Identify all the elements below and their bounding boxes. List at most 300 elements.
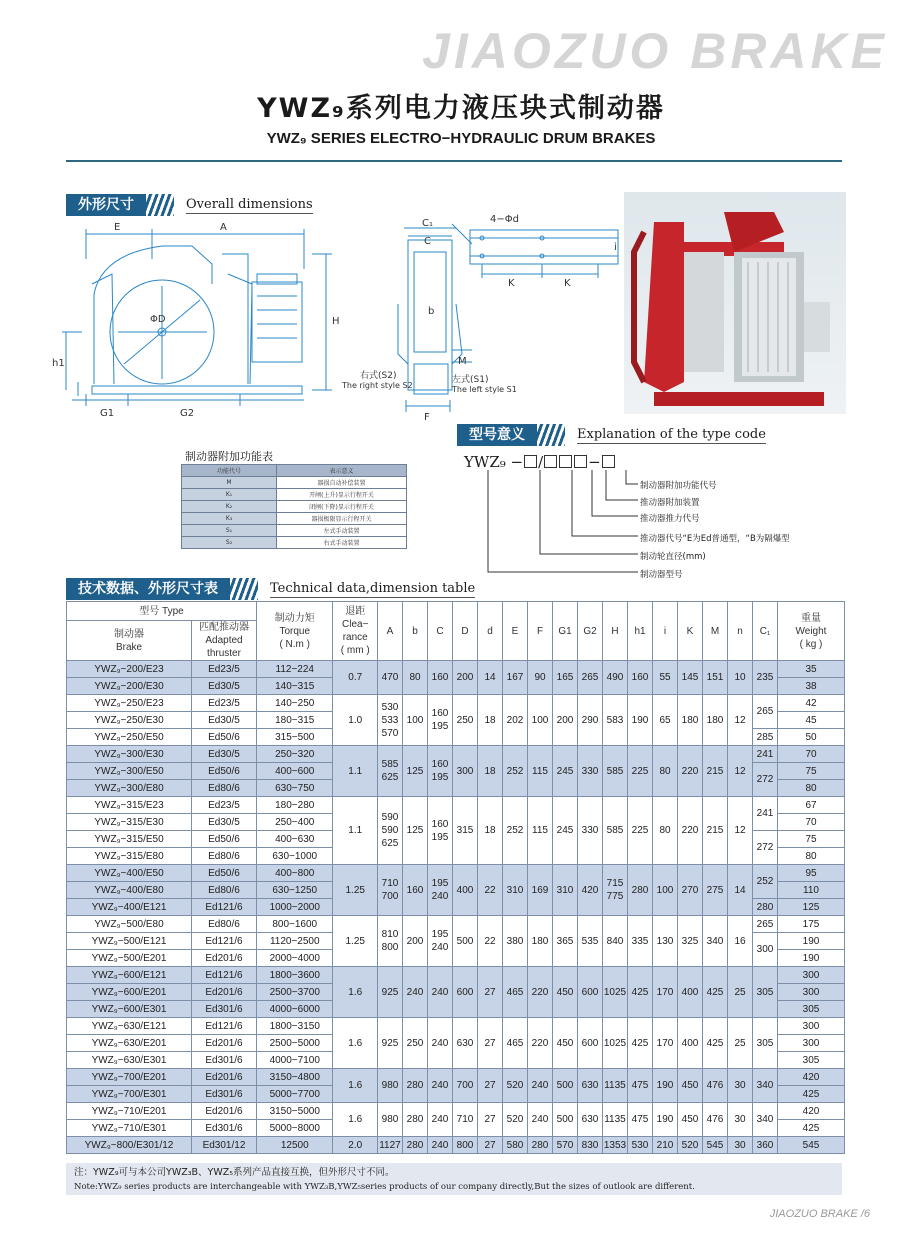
cell-model: YWZ₉−300/E50 [67,763,192,780]
cell-c1: 305 [753,967,778,1018]
cell-dim: 580 [503,1137,528,1154]
header-dim: d [478,602,503,661]
cell-torque: 315−500 [257,729,333,746]
header-dim: D [453,602,478,661]
type-code-formula: YWZ₉ − / − [464,453,616,471]
cell-dim: 280 [403,1103,428,1137]
cell-dim: 280 [403,1069,428,1103]
cell-model: YWZ₉−315/E30 [67,814,192,831]
header-dim: C [428,602,453,661]
cell-dim: 265 [578,661,603,695]
cell-torque: 2500−5000 [257,1035,333,1052]
cell-dim: 420 [578,865,603,916]
cell-dim: 280 [403,1137,428,1154]
cell-dim: 195 240 [428,916,453,967]
cell-model: YWZ₉−600/E301 [67,1001,192,1018]
cell-model: YWZ₉−315/E50 [67,831,192,848]
cell-torque: 630−1250 [257,882,333,899]
cell-weight: 50 [778,729,845,746]
cell-dim: 210 [653,1137,678,1154]
cell-dim: 170 [653,1018,678,1069]
cell-weight: 300 [778,1018,845,1035]
cell-dim: 240 [428,1103,453,1137]
cell-dim: 195 240 [428,865,453,916]
cell-thruster: Ed80/6 [192,916,257,933]
cell-clearance: 0.7 [333,661,378,695]
cell-dim: 240 [428,967,453,1018]
cell-dim: 250 [453,695,478,746]
dim-label-h1: h1 [52,358,65,369]
cell-weight: 305 [778,1052,845,1069]
cell-dim: 450 [553,1018,578,1069]
cell-dim: 180 [703,695,728,746]
cell-torque: 800−1600 [257,916,333,933]
cell-dim: 520 [678,1137,703,1154]
cell-dim: 590 590 625 [378,797,403,865]
cell-dim: 465 [503,967,528,1018]
cell-dim: 12 [728,695,753,746]
cell-dim: 240 [428,1018,453,1069]
cell-weight: 38 [778,678,845,695]
cell-torque: 2000−4000 [257,950,333,967]
func-meaning: 闭闸(下降)显示行程开关 [277,501,407,513]
cell-dim: 245 [553,746,578,797]
cell-dim: 585 [603,797,628,865]
header-dim: H [603,602,628,661]
cell-dim: 450 [678,1103,703,1137]
cell-dim: 520 [503,1103,528,1137]
cell-thruster: Ed121/6 [192,899,257,916]
cell-dim: 160 195 [428,695,453,746]
cell-dim: 30 [728,1069,753,1103]
page-title-cn: YWZ₉系列电力液压块式制动器 [257,93,665,124]
table-row [67,1103,845,1120]
cell-dim: 252 [503,797,528,865]
cell-dim: 380 [503,916,528,967]
cell-dim: 476 [703,1069,728,1103]
cell-model: YWZ₉−400/E50 [67,865,192,882]
dim-label-C1: C₁ [422,218,433,229]
cell-dim: 170 [653,967,678,1018]
page-footer: JIAOZUO BRAKE /6 [769,1208,870,1220]
header-brake: 制动器 Brake [67,621,192,661]
cell-dim: 530 [628,1137,653,1154]
cell-weight: 110 [778,882,845,899]
table-row [182,525,407,537]
header-weight: 重量 Weight ( kg ) [778,602,845,661]
cell-c1: 360 [753,1137,778,1154]
func-meaning: 器损极限显示行程开关 [277,513,407,525]
cell-weight: 35 [778,661,845,678]
cell-dim: 425 [703,967,728,1018]
cell-dim: 14 [478,661,503,695]
cell-model: YWZ₉−630/E201 [67,1035,192,1052]
cell-dim: 10 [728,661,753,695]
header-dim: M [703,602,728,661]
func-code: K₃ [182,513,277,525]
cell-dim: 160 [428,661,453,695]
cell-dim: 100 [653,865,678,916]
cell-dim: 225 [628,797,653,865]
cell-dim: 160 [628,661,653,695]
cell-model: YWZ₉−400/E80 [67,882,192,899]
cell-dim: 240 [428,1137,453,1154]
cell-thruster: Ed121/6 [192,967,257,984]
cell-dim: 65 [653,695,678,746]
cell-dim: 115 [528,746,553,797]
func-table [181,464,407,549]
cell-thruster: Ed201/6 [192,1103,257,1120]
cell-dim: 190 [628,695,653,746]
table-row [67,1018,845,1035]
cell-dim: 220 [528,1018,553,1069]
cell-dim: 500 [453,916,478,967]
cell-thruster: Ed301/6 [192,1001,257,1018]
cell-dim: 315 [453,797,478,865]
dim-label-G1: G1 [100,408,115,419]
cell-weight: 190 [778,933,845,950]
cell-thruster: Ed50/6 [192,763,257,780]
cell-dim: 125 [403,746,428,797]
func-meaning: 器损自动补偿装置 [277,477,407,489]
table-row [182,477,407,489]
cell-torque: 5000−7700 [257,1086,333,1103]
cell-clearance: 1.1 [333,746,378,797]
tech-header-row [67,602,845,621]
cell-torque: 1000−2000 [257,899,333,916]
header-thruster: 匹配推动器 Adapted thruster [192,621,257,661]
cell-clearance: 1.1 [333,797,378,865]
cell-dim: 465 [503,1018,528,1069]
cell-dim: 475 [628,1103,653,1137]
cell-weight: 175 [778,916,845,933]
cell-weight: 300 [778,1035,845,1052]
cell-c1: 340 [753,1069,778,1103]
cell-dim: 545 [703,1137,728,1154]
cell-dim: 600 [453,967,478,1018]
cell-dim: 980 [378,1069,403,1103]
cell-dim: 202 [503,695,528,746]
dim-label-F: F [424,412,430,423]
cell-dim: 27 [478,1103,503,1137]
cell-dim: 330 [578,797,603,865]
cell-weight: 300 [778,967,845,984]
cell-model: YWZ₉−710/E201 [67,1103,192,1120]
cell-dim: 27 [478,1069,503,1103]
product-photo [624,192,846,414]
cell-dim: 130 [653,916,678,967]
cell-dim: 215 [703,746,728,797]
cell-torque: 4000−6000 [257,1001,333,1018]
cell-dim: 80 [403,661,428,695]
cell-dim: 800 [453,1137,478,1154]
cell-dim: 583 [603,695,628,746]
overall-dimensions-header [66,194,313,216]
cell-dim: 80 [653,746,678,797]
cell-dim: 365 [553,916,578,967]
cell-thruster: Ed80/6 [192,780,257,797]
cell-c1: 305 [753,1018,778,1069]
section-label-en: Overall dimensions [186,196,313,212]
cell-c1: 272 [753,763,778,797]
cell-torque: 250−320 [257,746,333,763]
cell-model: YWZ₉−630/E121 [67,1018,192,1035]
table-row [67,797,845,814]
type-code-prefix: YWZ₉ − [464,453,524,471]
cell-dim: 980 [378,1103,403,1137]
cell-dim: 325 [678,916,703,967]
type-code-leader-lines [480,470,640,582]
type-code-label: 制动器附加功能代号 [640,481,717,491]
cell-weight: 42 [778,695,845,712]
cell-weight: 75 [778,763,845,780]
table-row [67,1137,845,1154]
cell-dim: 925 [378,1018,403,1069]
cell-thruster: Ed201/6 [192,984,257,1001]
note-box [66,1163,842,1195]
brake-photo-illustration [624,192,846,414]
cell-torque: 140−315 [257,678,333,695]
cell-torque: 400−600 [257,763,333,780]
cell-thruster: Ed301/6 [192,1120,257,1137]
code-box [559,455,572,468]
cell-dim: 160 195 [428,746,453,797]
dim-label-i: i [614,242,617,253]
table-row [67,865,845,882]
header-type: 型号 Type [67,602,257,621]
dim-label-b: b [428,306,435,317]
table-row [67,661,845,678]
cell-dim: 16 [728,916,753,967]
dim-label-H: H [332,316,340,327]
cell-dim: 630 [578,1103,603,1137]
cell-dim: 160 195 [428,797,453,865]
cell-dim: 220 [678,746,703,797]
cell-dim: 240 [428,1069,453,1103]
cell-dim: 25 [728,1018,753,1069]
cell-torque: 2500−3700 [257,984,333,1001]
type-code-label: 制动轮直径(mm) [640,552,706,562]
right-style-label-en: The right style S2 [342,381,413,390]
cell-dim: 280 [528,1137,553,1154]
cell-weight: 190 [778,950,845,967]
cell-dim: 190 [653,1103,678,1137]
cell-model: YWZ₉−710/E301 [67,1120,192,1137]
func-meaning: 右式手动装置 [277,537,407,549]
cell-dim: 400 [678,967,703,1018]
cell-clearance: 1.25 [333,916,378,967]
cell-dim: 30 [728,1137,753,1154]
cell-thruster: Ed201/6 [192,1035,257,1052]
cell-model: YWZ₉−500/E201 [67,950,192,967]
cell-dim: 151 [703,661,728,695]
dim-label-K2: K [564,278,571,289]
brand-watermark: JIAOZUO BRAKE [422,23,888,79]
cell-dim: 450 [553,967,578,1018]
table-row [182,537,407,549]
cell-model: YWZ₉−250/E30 [67,712,192,729]
cell-dim: 630 [578,1069,603,1103]
note-cn: 注：YWZ₉可与本公司YWZ₃B、YWZ₅系列产品直接互换，但外形尺寸不同。 [74,1167,395,1178]
func-meaning: 开闸(上升)显示行程开关 [277,489,407,501]
header-dim: n [728,602,753,661]
dim-label-holes: 4−Φd [490,214,519,225]
cell-dim: 710 [453,1103,478,1137]
cell-thruster: Ed23/5 [192,661,257,678]
slash-decoration [537,424,565,446]
cell-c1: 241 [753,746,778,763]
type-code-label: 推动器推力代号 [640,514,700,524]
cell-model: YWZ₉−800/E301/12 [67,1137,192,1154]
cell-thruster: Ed30/5 [192,746,257,763]
cell-c1: 272 [753,831,778,865]
slash-decoration [230,578,258,600]
cell-weight: 425 [778,1120,845,1137]
header-dim: A [378,602,403,661]
cell-torque: 180−280 [257,797,333,814]
cell-dim: 1135 [603,1069,628,1103]
cell-thruster: Ed80/6 [192,848,257,865]
header-dim: C₁ [753,602,778,661]
cell-dim: 425 [628,967,653,1018]
cell-weight: 420 [778,1069,845,1086]
slash-decoration [146,194,174,216]
cell-torque: 1800−3600 [257,967,333,984]
cell-weight: 80 [778,780,845,797]
cell-dim: 80 [653,797,678,865]
cell-thruster: Ed23/5 [192,695,257,712]
cell-dim: 220 [678,797,703,865]
cell-dim: 100 [528,695,553,746]
func-code: M [182,477,277,489]
cell-thruster: Ed50/6 [192,729,257,746]
header-dim: h1 [628,602,653,661]
cell-dim: 250 [403,1018,428,1069]
header-dim: i [653,602,678,661]
cell-dim: 425 [628,1018,653,1069]
cell-weight: 75 [778,831,845,848]
cell-dim: 90 [528,661,553,695]
cell-dim: 225 [628,746,653,797]
cell-dim: 245 [553,797,578,865]
cell-torque: 250−400 [257,814,333,831]
cell-weight: 425 [778,1086,845,1103]
cell-torque: 1120−2500 [257,933,333,950]
left-style-label: 左式(S1) [452,375,489,385]
header-dim: b [403,602,428,661]
cell-dim: 600 [578,1018,603,1069]
cell-model: YWZ₉−600/E121 [67,967,192,984]
func-code: S₁ [182,525,277,537]
cell-weight: 80 [778,848,845,865]
cell-dim: 169 [528,865,553,916]
cell-dim: 12 [728,797,753,865]
cell-thruster: Ed121/6 [192,933,257,950]
cell-torque: 140−250 [257,695,333,712]
cell-model: YWZ₉−200/E30 [67,678,192,695]
table-row [67,916,845,933]
dim-label-A: A [220,222,227,233]
cell-dim: 310 [503,865,528,916]
cell-dim: 167 [503,661,528,695]
cell-torque: 630−750 [257,780,333,797]
cell-dim: 165 [553,661,578,695]
func-code: K₂ [182,501,277,513]
table-row [182,513,407,525]
dim-label-K1: K [508,278,515,289]
cell-dim: 450 [678,1069,703,1103]
func-code: S₂ [182,537,277,549]
left-style-label-en: The left style S1 [452,385,517,394]
cell-dim: 400 [678,1018,703,1069]
cell-dim: 125 [403,797,428,865]
cell-dim: 160 [403,865,428,916]
cell-torque: 3150−4800 [257,1069,333,1086]
header-dim: E [503,602,528,661]
type-code-header [457,424,766,446]
cell-dim: 190 [653,1069,678,1103]
cell-dim: 180 [528,916,553,967]
cell-model: YWZ₉−200/E23 [67,661,192,678]
cell-c1: 252 [753,865,778,899]
type-code-label: 制动器型号 [640,570,683,580]
cell-dim: 240 [528,1069,553,1103]
cell-model: YWZ₉−700/E301 [67,1086,192,1103]
cell-torque: 112−224 [257,661,333,678]
header-dim: G1 [553,602,578,661]
section-label-en: Technical data,dimension table [270,580,476,596]
section-label-cn: 型号意义 [457,424,537,446]
cell-weight: 545 [778,1137,845,1154]
note-en: Note:YWZ₉ series products are interchangeable with YWZ₃B,YWZ₅series products of our company directly,But the sizes of outlook are different. [74,1182,695,1192]
cell-dim: 810 800 [378,916,403,967]
page-title-en: YWZ₉ SERIES ELECTRO−HYDRAULIC DRUM BRAKES [266,130,656,147]
cell-thruster: Ed201/6 [192,950,257,967]
cell-weight: 67 [778,797,845,814]
cell-dim: 535 [578,916,603,967]
cell-model: YWZ₉−500/E80 [67,916,192,933]
cell-weight: 420 [778,1103,845,1120]
type-code-label: 推动器代号“E为Ed普通型，“B为隔爆型 [640,534,790,544]
cell-dim: 252 [503,746,528,797]
type-code-label: 推动器附加装置 [640,498,700,508]
cell-clearance: 1.0 [333,695,378,746]
func-code: K₁ [182,489,277,501]
cell-dim: 22 [478,865,503,916]
cell-model: YWZ₉−600/E201 [67,984,192,1001]
code-box [544,455,557,468]
cell-dim: 18 [478,746,503,797]
section-label-en: Explanation of the type code [577,426,766,442]
title-rule [66,160,842,162]
cell-dim: 240 [403,967,428,1018]
cell-thruster: Ed301/12 [192,1137,257,1154]
dim-label-D: ΦD [150,314,166,325]
func-meaning: 左式手动装置 [277,525,407,537]
cell-dim: 290 [578,695,603,746]
cell-dim: 425 [703,1018,728,1069]
cell-dim: 830 [578,1137,603,1154]
cell-weight: 95 [778,865,845,882]
cell-model: YWZ₉−250/E23 [67,695,192,712]
dim-label-G2: G2 [180,408,195,419]
cell-dim: 1025 [603,1018,628,1069]
code-box [602,455,615,468]
table-row [67,695,845,712]
tech-table-header [66,578,475,600]
cell-thruster: Ed30/5 [192,814,257,831]
cell-dim: 585 [603,746,628,797]
